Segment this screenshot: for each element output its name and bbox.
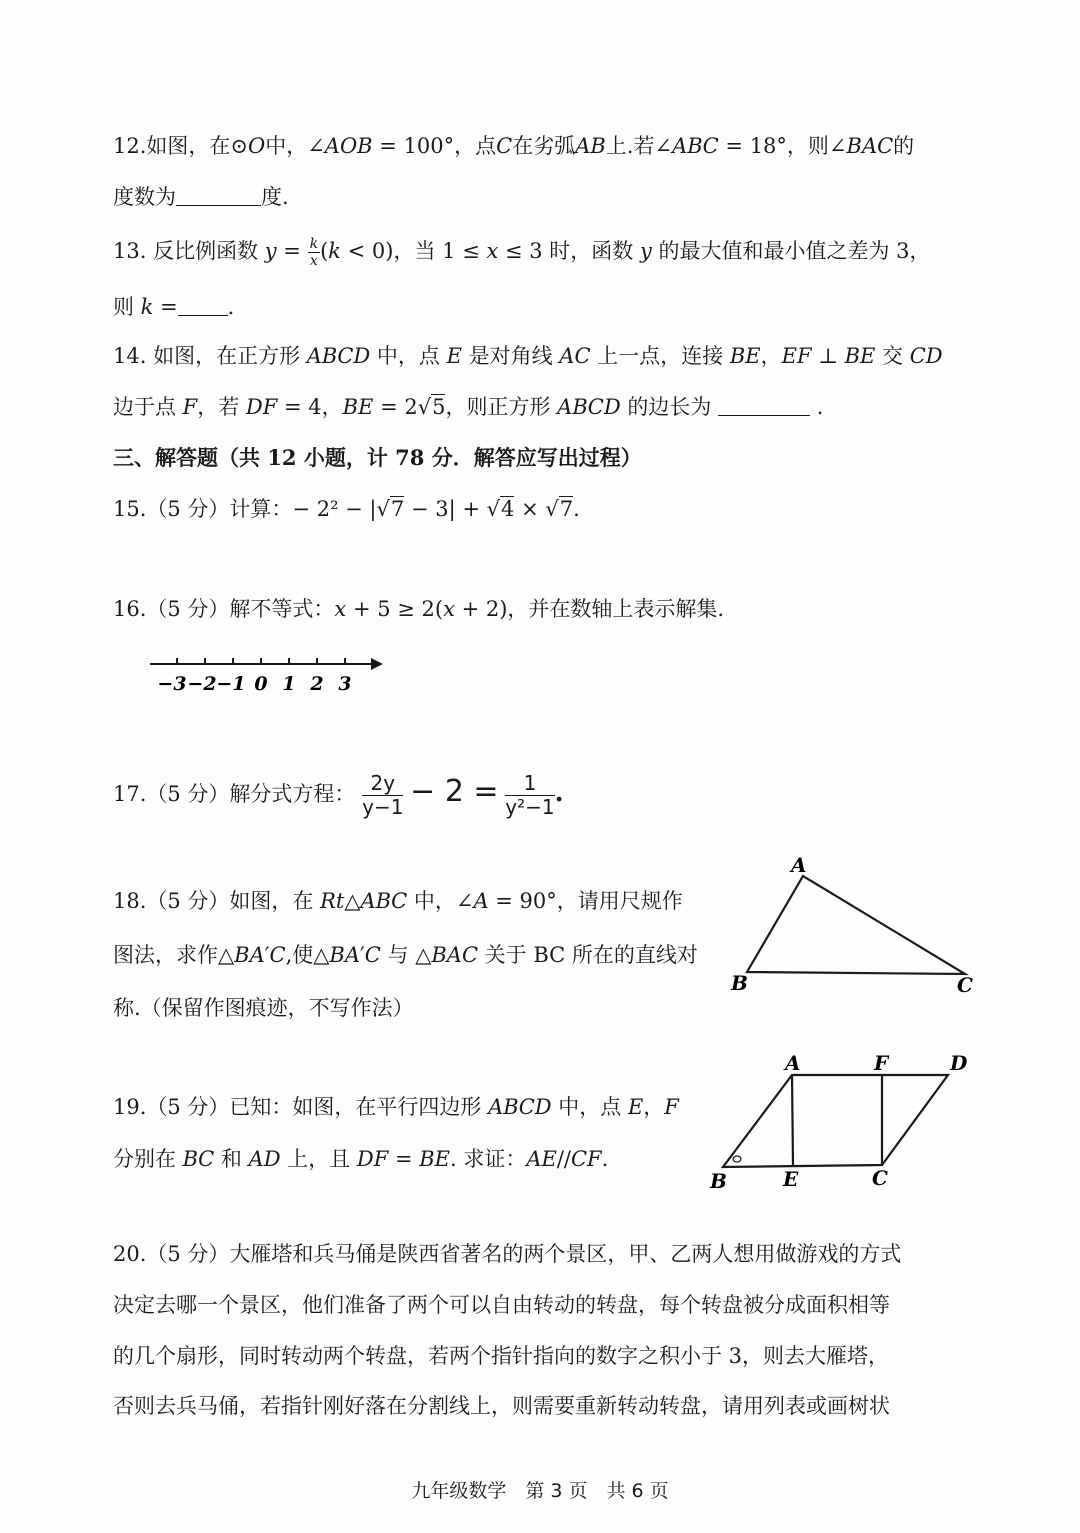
vertex-label-b: B bbox=[731, 971, 748, 995]
angle-mark bbox=[733, 1156, 741, 1162]
q14-line1: 14. 如图，在正方形 𝐴𝐵𝐶𝐷 中，点 𝐸 是对角线 𝐴𝐶 上一点，连接 𝐵𝐸，𝐸𝐹 ⊥ 𝐵𝐸 交 𝐶𝐷 bbox=[113, 344, 943, 368]
q16-line: 16.（5 分）解不等式：𝑥 + 5 ≥ 2(𝑥 + 2)，并在数轴上表示解集. bbox=[113, 597, 725, 621]
vertex-label-a: A bbox=[785, 1051, 801, 1075]
number-line-arrow bbox=[371, 658, 383, 670]
q15-times: × bbox=[514, 497, 546, 521]
q13-pre: 13. 反比例函数 𝑦 = bbox=[113, 239, 301, 264]
vertex-label-d: D bbox=[950, 1051, 968, 1075]
q20-line3: 的几个扇形，同时转动两个转盘，若两个指针指向的数字之积小于 3，则去大雁塔， bbox=[113, 1344, 890, 1368]
q20-line2: 决定去哪一个景区，他们准备了两个可以自由转动的转盘，每个转盘被分成面积相等 bbox=[113, 1293, 890, 1317]
vertex-label-a: A bbox=[791, 853, 807, 877]
number-line-label: −2 bbox=[187, 673, 217, 695]
q17-f1-den: y−1 bbox=[362, 795, 404, 819]
q17-mid: − 2 = bbox=[410, 774, 499, 809]
parallelogram-abcd bbox=[723, 1075, 948, 1167]
q14-root: 5 bbox=[432, 395, 446, 419]
q14-answer-blank bbox=[718, 395, 810, 416]
q17-fraction-right bbox=[505, 772, 554, 819]
q15-root3: 7 bbox=[559, 497, 574, 521]
q13-line1 bbox=[113, 236, 931, 269]
page-footer: 九年级数学 第 3 页 共 6 页 bbox=[411, 1480, 669, 1502]
number-line-label: 1 bbox=[282, 673, 296, 695]
q13-frac-den: 𝑥 bbox=[309, 253, 318, 270]
vertex-label-b: B bbox=[710, 1169, 727, 1193]
q18-line1: 18.（5 分）如图，在 𝑅𝑡△𝐴𝐵𝐶 中，∠𝐴 = 90°，请用尺规作 bbox=[113, 889, 683, 913]
q13-post: (𝑘 < 0)，当 1 ≤ 𝑥 ≤ 3 时，函数 𝑦 的最大值和最小值之差为 3， bbox=[320, 239, 931, 264]
q17-pre: 17.（5 分）解分式方程： bbox=[113, 782, 356, 806]
sqrt-sign: √ bbox=[486, 497, 501, 521]
q17-f2-den: y²−1 bbox=[505, 795, 555, 819]
q15-mid: − 3| + bbox=[404, 497, 487, 521]
number-line-label: 2 bbox=[310, 673, 324, 695]
vertex-label-e: E bbox=[783, 1167, 799, 1191]
q13-frac-num: 𝑘 bbox=[309, 236, 319, 252]
q17-line bbox=[113, 762, 564, 824]
q12-answer-blank bbox=[176, 185, 261, 206]
q15-end: . bbox=[573, 497, 580, 521]
q14-l2c: . bbox=[816, 395, 824, 419]
q15-root1: 7 bbox=[390, 497, 405, 521]
q19-parallelogram-figure bbox=[705, 1048, 980, 1193]
q13-l2-end: . bbox=[227, 295, 235, 319]
q18-triangle-figure bbox=[725, 852, 985, 1000]
vertex-label-c: C bbox=[957, 973, 973, 997]
q15-line bbox=[113, 494, 580, 524]
number-line-label: −1 bbox=[216, 673, 246, 695]
q15-root2: 4 bbox=[501, 497, 515, 521]
q17-fraction-left bbox=[362, 772, 403, 819]
q18-line3: 称.（保留作图痕迹，不写作法） bbox=[113, 996, 414, 1020]
q12-text: 度数为 bbox=[113, 185, 176, 209]
q14-l2b: ，则正方形 𝐴𝐵𝐶𝐷 的边长为 bbox=[445, 395, 712, 419]
number-line-label: 3 bbox=[338, 673, 352, 695]
q19-line2: 分别在 𝐵𝐶 和 𝐴𝐷 上，且 𝐷𝐹 = 𝐵𝐸. 求证：𝐴𝐸//𝐶𝐹. bbox=[113, 1147, 609, 1171]
vertex-label-f: F bbox=[874, 1051, 889, 1075]
q14-line2 bbox=[113, 392, 823, 422]
section-3-heading: 三、解答题（共 12 小题，计 78 分．解答应写出过程） bbox=[113, 445, 642, 470]
q12-line2 bbox=[113, 182, 289, 212]
q19-line1: 19.（5 分）已知：如图，在平行四边形 𝐴𝐵𝐶𝐷 中，点 𝐸，𝐹 bbox=[113, 1095, 679, 1119]
sqrt-sign: √ bbox=[376, 497, 390, 521]
q13-line2 bbox=[113, 292, 234, 322]
number-line-label: −3 bbox=[157, 673, 187, 695]
q17-f2-num: 1 bbox=[505, 772, 554, 796]
segment-ae bbox=[792, 1075, 793, 1165]
q13-fraction bbox=[308, 236, 320, 269]
q17-f1-num: 2y bbox=[362, 772, 403, 796]
q13-l2-text: 则 𝑘 = bbox=[113, 295, 178, 319]
q20-line1: 20.（5 分）大雁塔和兵马俑是陕西省著名的两个景区，甲、乙两人想用做游戏的方式 bbox=[113, 1242, 902, 1266]
q20-line4: 否则去兵马俑，若指针刚好落在分割线上，则需要重新转动转盘，请用列表或画树状 bbox=[113, 1394, 890, 1418]
q12-unit: 度. bbox=[261, 185, 289, 209]
vertex-label-c: C bbox=[872, 1166, 888, 1190]
q18-line2: 图法，求作△𝐵𝐴′𝐶,使△𝐵𝐴′𝐶 与 △𝐵𝐴𝐶 关于 BC 所在的直线对 bbox=[113, 943, 698, 967]
triangle-abc bbox=[747, 876, 965, 974]
q15-pre: 15.（5 分）计算：− 2² − | bbox=[113, 497, 377, 521]
number-line bbox=[145, 652, 395, 697]
q12-line1: 12.如图，在⊙𝑂中，∠𝐴𝑂𝐵 = 100°，点𝐶在劣弧𝐴𝐵上.若∠𝐴𝐵𝐶 = 18°，则∠𝐵𝐴𝐶的 bbox=[113, 134, 915, 158]
q17-end: . bbox=[554, 778, 564, 808]
q14-l2a: 边于点 𝐹，若 𝐷𝐹 = 4，𝐵𝐸 = 2 bbox=[113, 395, 418, 419]
q13-answer-blank bbox=[178, 295, 228, 316]
sqrt-sign: √ bbox=[545, 497, 559, 521]
number-line-label: 0 bbox=[254, 673, 268, 695]
sqrt-sign: √ bbox=[417, 395, 432, 419]
